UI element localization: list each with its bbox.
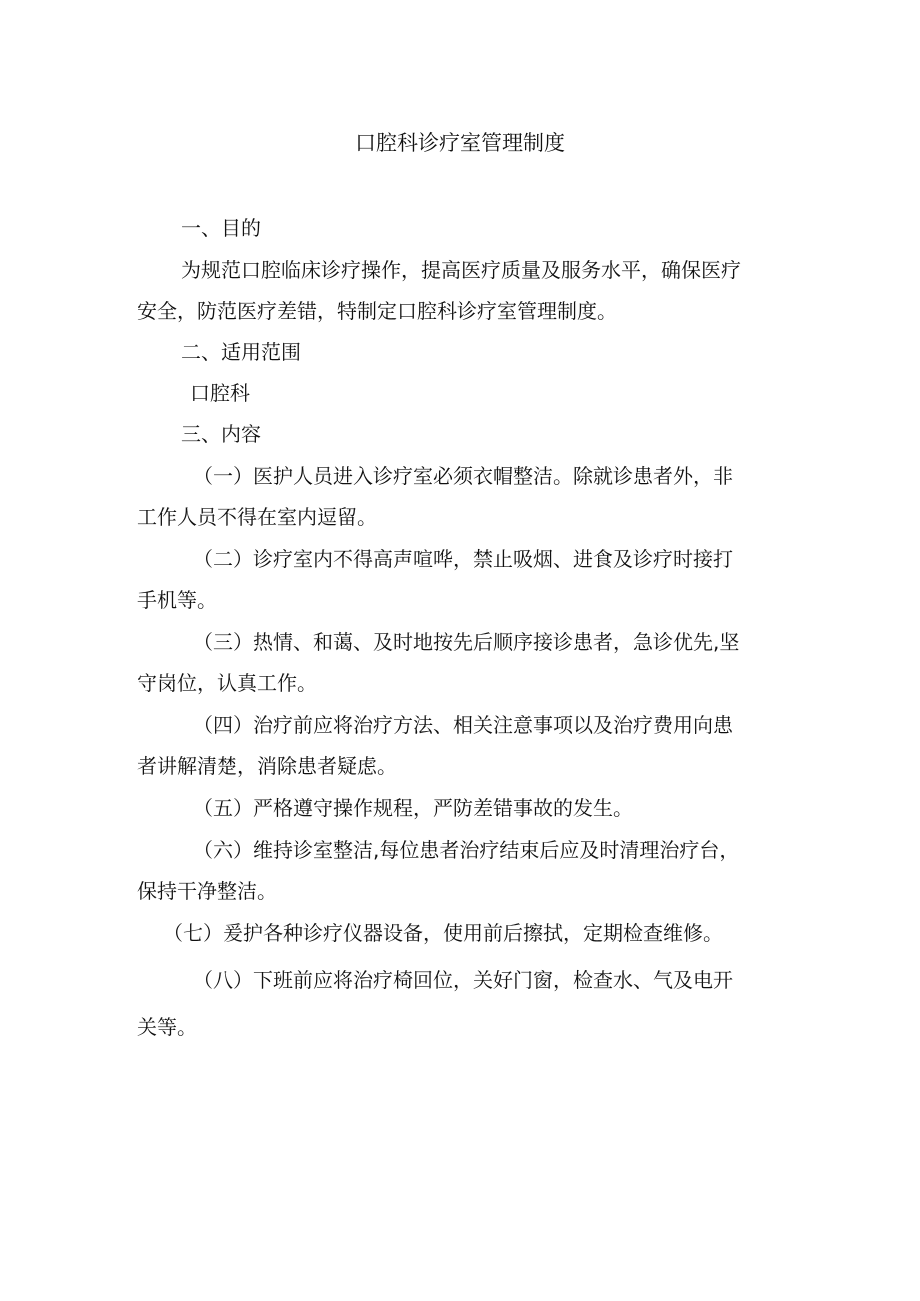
content-item-5-line-1: （五）严格遵守操作规程，严防差错事故的发生。 (193, 796, 633, 820)
content-item-6-line-1: （六）维持诊室整洁,每位患者治疗结束后应及时清理治疗台， (193, 838, 740, 862)
content-item-5 (137, 788, 787, 829)
document-title: 口腔科诊疗室管理制度 (355, 131, 565, 155)
content-item-6-line-2: 保持干净整洁。 (137, 879, 277, 903)
section-body-purpose (137, 250, 787, 332)
purpose-line-2: 安全，防范医疗差错，特制定口腔科诊疗室管理制度。 (137, 299, 617, 323)
section-heading-scope: 二、适用范围 (181, 340, 301, 364)
content-item-2-line-1: （二）诊疗室内不得高声喧哗，禁止吸烟、进食及诊疗时接打 (193, 547, 733, 571)
content-item-1-line-2: 工作人员不得在室内逗留。 (137, 505, 377, 529)
content-item-8-line-2: 关等。 (137, 1015, 197, 1039)
section-heading-content: 三、内容 (181, 422, 261, 446)
section-body-scope: 口腔科 (190, 381, 250, 405)
content-item-1 (137, 456, 787, 538)
content-item-2 (137, 539, 787, 621)
content-item-3-line-1: （三）热情、和蔼、及时地按先后顺序接诊患者，急诊优先,坚 (193, 630, 740, 654)
content-item-7-line-1: （七）爰护各种诊疗仪器设备，使用前后擦拭，定期检查维修。 (163, 921, 723, 945)
content-item-2-line-2: 手机等。 (137, 588, 217, 612)
section-heading-purpose: 一、目的 (181, 216, 261, 240)
content-item-8-line-1: （八）下班前应将治疗椅回位，关好门窗，检查水、气及电开 (193, 968, 733, 992)
content-item-4-line-1: （四）治疗前应将治疗方法、相关注意事项以及治疗费用向患 (193, 713, 733, 737)
content-item-7 (137, 913, 787, 954)
content-item-1-line-1: （一）医护人员进入诊疗室必须衣帽整洁。除就诊患者外，非 (193, 464, 733, 488)
content-item-8 (137, 960, 787, 1048)
content-item-3-line-2: 守岗位，认真工作。 (137, 671, 317, 695)
content-item-4 (137, 705, 787, 787)
content-item-3 (137, 622, 787, 704)
purpose-line-1: 为规范口腔临床诊疗操作，提高医疗质量及服务水平，确保医疗 (181, 258, 741, 282)
content-item-4-line-2: 者讲解清楚，消除患者疑虑。 (137, 754, 397, 778)
content-item-6 (137, 830, 787, 912)
